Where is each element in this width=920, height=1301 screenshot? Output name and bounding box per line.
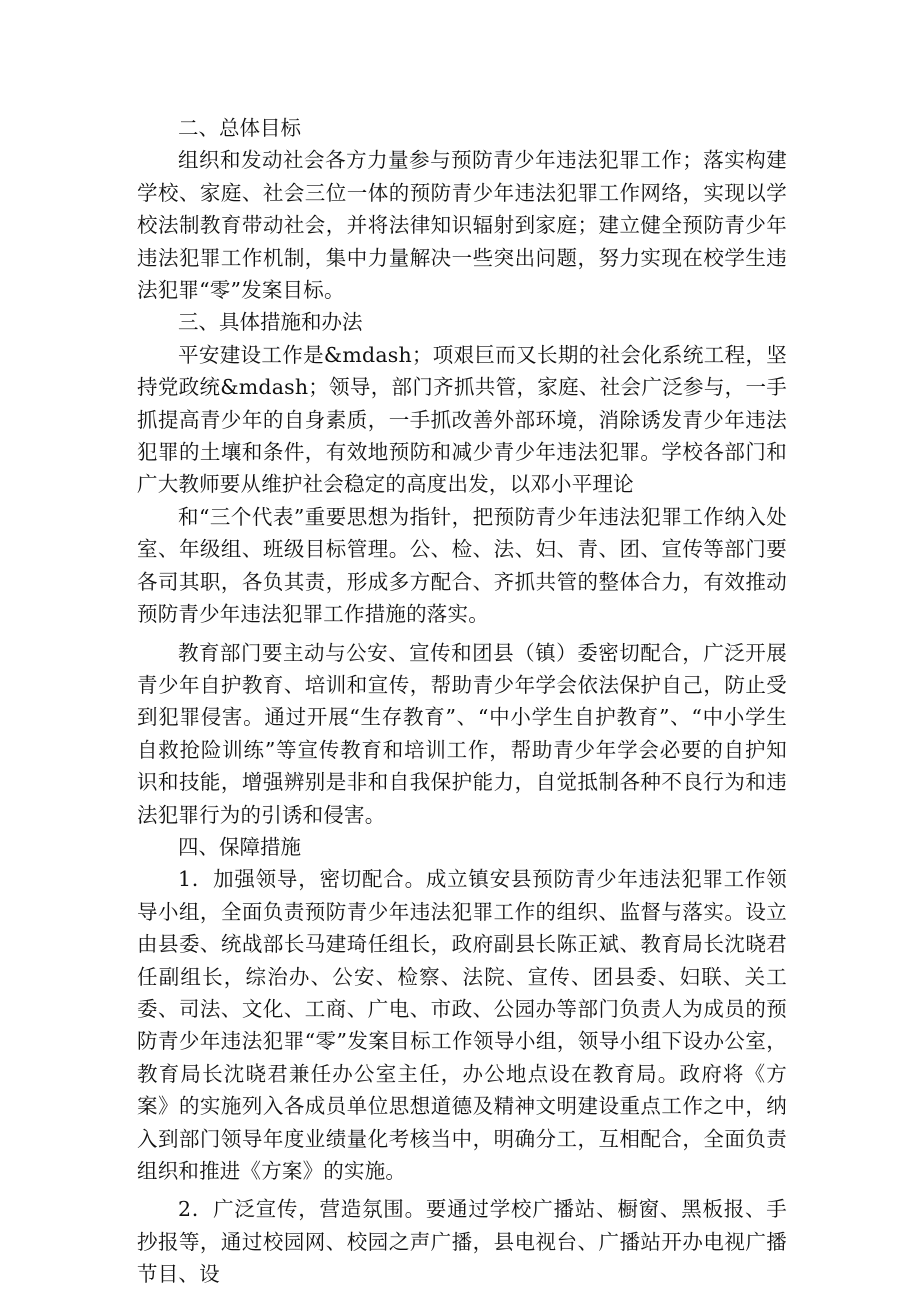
paragraph-measures-2: 和“三个代表”重要思想为指针，把预防青少年违法犯罪工作纳入处室、年级组、班级目标管理。公、检、法、妇、青、团、宣传等部门要各司其职，各负其责，形成多方配合、齐抓共管的整体合力，有效推动预防青少年违法犯罪工作措施的落实。 <box>137 504 787 627</box>
paragraph-safeguards-1: 1．加强领导，密切配合。成立镇安县预防青少年违法犯罪工作领导小组，全面负责预防青少年违法犯罪工作的组织、监督与落实。设立由县委、统战部长马建琦任组长，政府副县长陈正斌、教育局长沈晓君任副组长，综治办、公安、检察、法院、宣传、团县委、妇联、关工委、司法、文化、工商、广电、市政、公园办等部门负责人为成员的预防青少年违法犯罪“零”发案目标工作领导小组，领导小组下设办公室，教育局长沈晓君兼任办公室主任，办公地点设在教育局。政府将《方案》的实施列入各成员单位思想道德及精神文明建设重点工作之中，纳入到部门领导年度业绩量化考核当中，明确分工，互相配合，全面负责组织和推进《方案》的实施。 <box>137 867 787 1183</box>
section-heading-measures: 三、具体措施和办法 <box>178 310 363 335</box>
section-heading-safeguards: 四、保障措施 <box>178 834 301 859</box>
document-page <box>137 112 787 1291</box>
paragraph-overall-goal: 组织和发动社会各方力量参与预防青少年违法犯罪工作；落实构建学校、家庭、社会三位一体的预防青少年违法犯罪工作网络，实现以学校法制教育带动社会，并将法律知识辐射到家庭；建立健全预防青少年违法犯罪工作机制，集中力量解决一些突出问题，努力实现在校学生违法犯罪“零”发案目标。 <box>137 148 787 303</box>
paragraph-measures-3: 教育部门要主动与公安、宣传和团县（镇）委密切配合，广泛开展青少年自护教育、培训和宣传，帮助青少年学会依法保护自己，防止受到犯罪侵害。通过开展“生存教育”、“中小学生自护教育”、“中小学生自救抢险训练”等宣传教育和培训工作，帮助青少年学会必要的自护知识和技能，增强辨别是非和自我保护能力，自觉抵制各种不良行为和违法犯罪行为的引诱和侵害。 <box>137 640 787 827</box>
section-heading-overall-goal: 二、总体目标 <box>178 116 301 140</box>
paragraph-measures-1: 平安建设工作是&mdash；项艰巨而又长期的社会化系统工程，坚持党政统&mdash；领导，部门齐抓共管，家庭、社会广泛参与，一手抓提高青少年的自身素质，一手抓改善外部环境，消除诱发青少年违法犯罪的土壤和条件，有效地预防和减少青少年违法犯罪。学校各部门和广大教师要从维护社会稳定的高度出发，以邓小平理论 <box>137 342 787 497</box>
paragraph-safeguards-2: 2．广泛宣传，营造氛围。要通过学校广播站、橱窗、黑板报、手抄报等，通过校园网、校园之声广播，县电视台、广播站开办电视广播节目、设 <box>137 1197 787 1287</box>
